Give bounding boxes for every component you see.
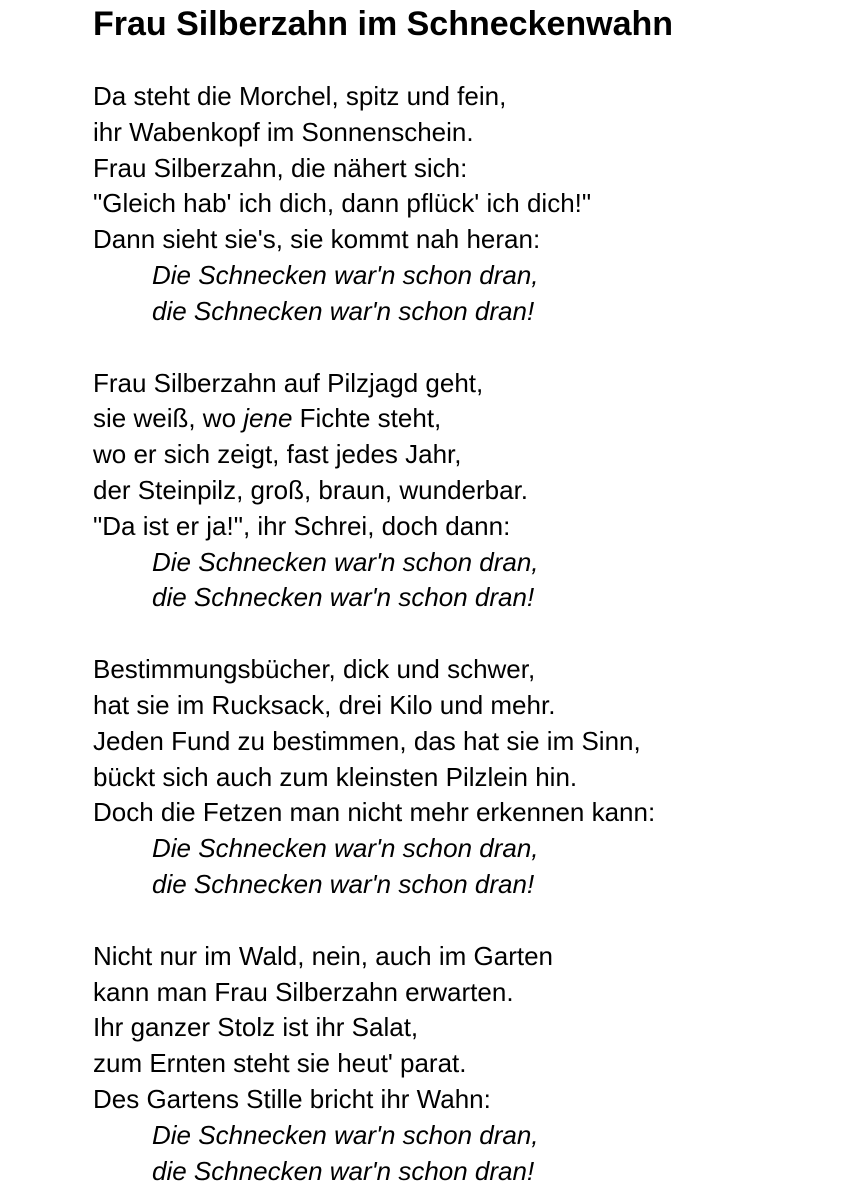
refrain-line: die Schnecken war'n schon dran! bbox=[152, 295, 535, 326]
refrain-line: Die Schnecken war'n schon dran, bbox=[152, 259, 539, 290]
verse-line: ihr Wabenkopf im Sonnenschein. bbox=[93, 116, 474, 147]
stanza-4 bbox=[93, 939, 833, 1190]
verse-line: "Da ist er ja!", ihr Schrei, doch dann: bbox=[93, 510, 511, 541]
stanza-1 bbox=[93, 79, 833, 330]
verse-line: hat sie im Rucksack, drei Kilo und mehr. bbox=[93, 689, 556, 720]
verse-line: Nicht nur im Wald, nein, auch im Garten bbox=[93, 940, 553, 971]
stanza-2 bbox=[93, 366, 833, 617]
verse-line: der Steinpilz, groß, braun, wunderbar. bbox=[93, 474, 529, 505]
verse-line: wo er sich zeigt, fast jedes Jahr, bbox=[93, 439, 462, 470]
verse-line: Da steht die Morchel, spitz und fein, bbox=[93, 81, 507, 111]
verse-line: Doch die Fetzen man nicht mehr erkennen kann: bbox=[93, 797, 656, 828]
refrain-line: Die Schnecken war'n schon dran, bbox=[152, 833, 539, 864]
emphasized-word: jene bbox=[243, 403, 293, 434]
refrain-line: die Schnecken war'n schon dran! bbox=[152, 582, 535, 613]
verse-text: sie weiß, wo bbox=[93, 403, 244, 434]
refrain-line: Die Schnecken war'n schon dran, bbox=[152, 1119, 539, 1150]
verse-line: Frau Silberzahn auf Pilzjagd geht, bbox=[93, 367, 484, 398]
verse-text: Fichte steht, bbox=[292, 403, 442, 434]
verse-line: Dann sieht sie's, sie kommt nah heran: bbox=[93, 224, 541, 255]
verse-line: Frau Silberzahn, die nähert sich: bbox=[93, 152, 468, 183]
refrain-line: die Schnecken war'n schon dran! bbox=[152, 868, 535, 899]
stanza-3 bbox=[93, 652, 833, 903]
verse-line: Ihr ganzer Stolz ist ihr Salat, bbox=[93, 1012, 419, 1043]
verse-line: Bestimmungsbücher, dick und schwer, bbox=[93, 654, 536, 685]
verse-line: Des Gartens Stille bricht ihr Wahn: bbox=[93, 1083, 491, 1114]
refrain-line: die Schnecken war'n schon dran! bbox=[152, 1155, 535, 1186]
verse-line: kann man Frau Silberzahn erwarten. bbox=[93, 976, 514, 1007]
verse-line: Jeden Fund zu bestimmen, das hat sie im Sinn, bbox=[93, 725, 641, 756]
poem-title: Frau Silberzahn im Schneckenwahn bbox=[93, 5, 674, 43]
verse-line: zum Ernten steht sie heut' parat. bbox=[93, 1048, 467, 1079]
poem-page bbox=[93, 0, 833, 1189]
verse-line bbox=[93, 401, 833, 437]
refrain-line: Die Schnecken war'n schon dran, bbox=[152, 546, 539, 577]
verse-line: "Gleich hab' ich dich, dann pflück' ich dich!" bbox=[93, 188, 592, 219]
verse-line: bückt sich auch zum kleinsten Pilzlein hin. bbox=[93, 761, 578, 792]
